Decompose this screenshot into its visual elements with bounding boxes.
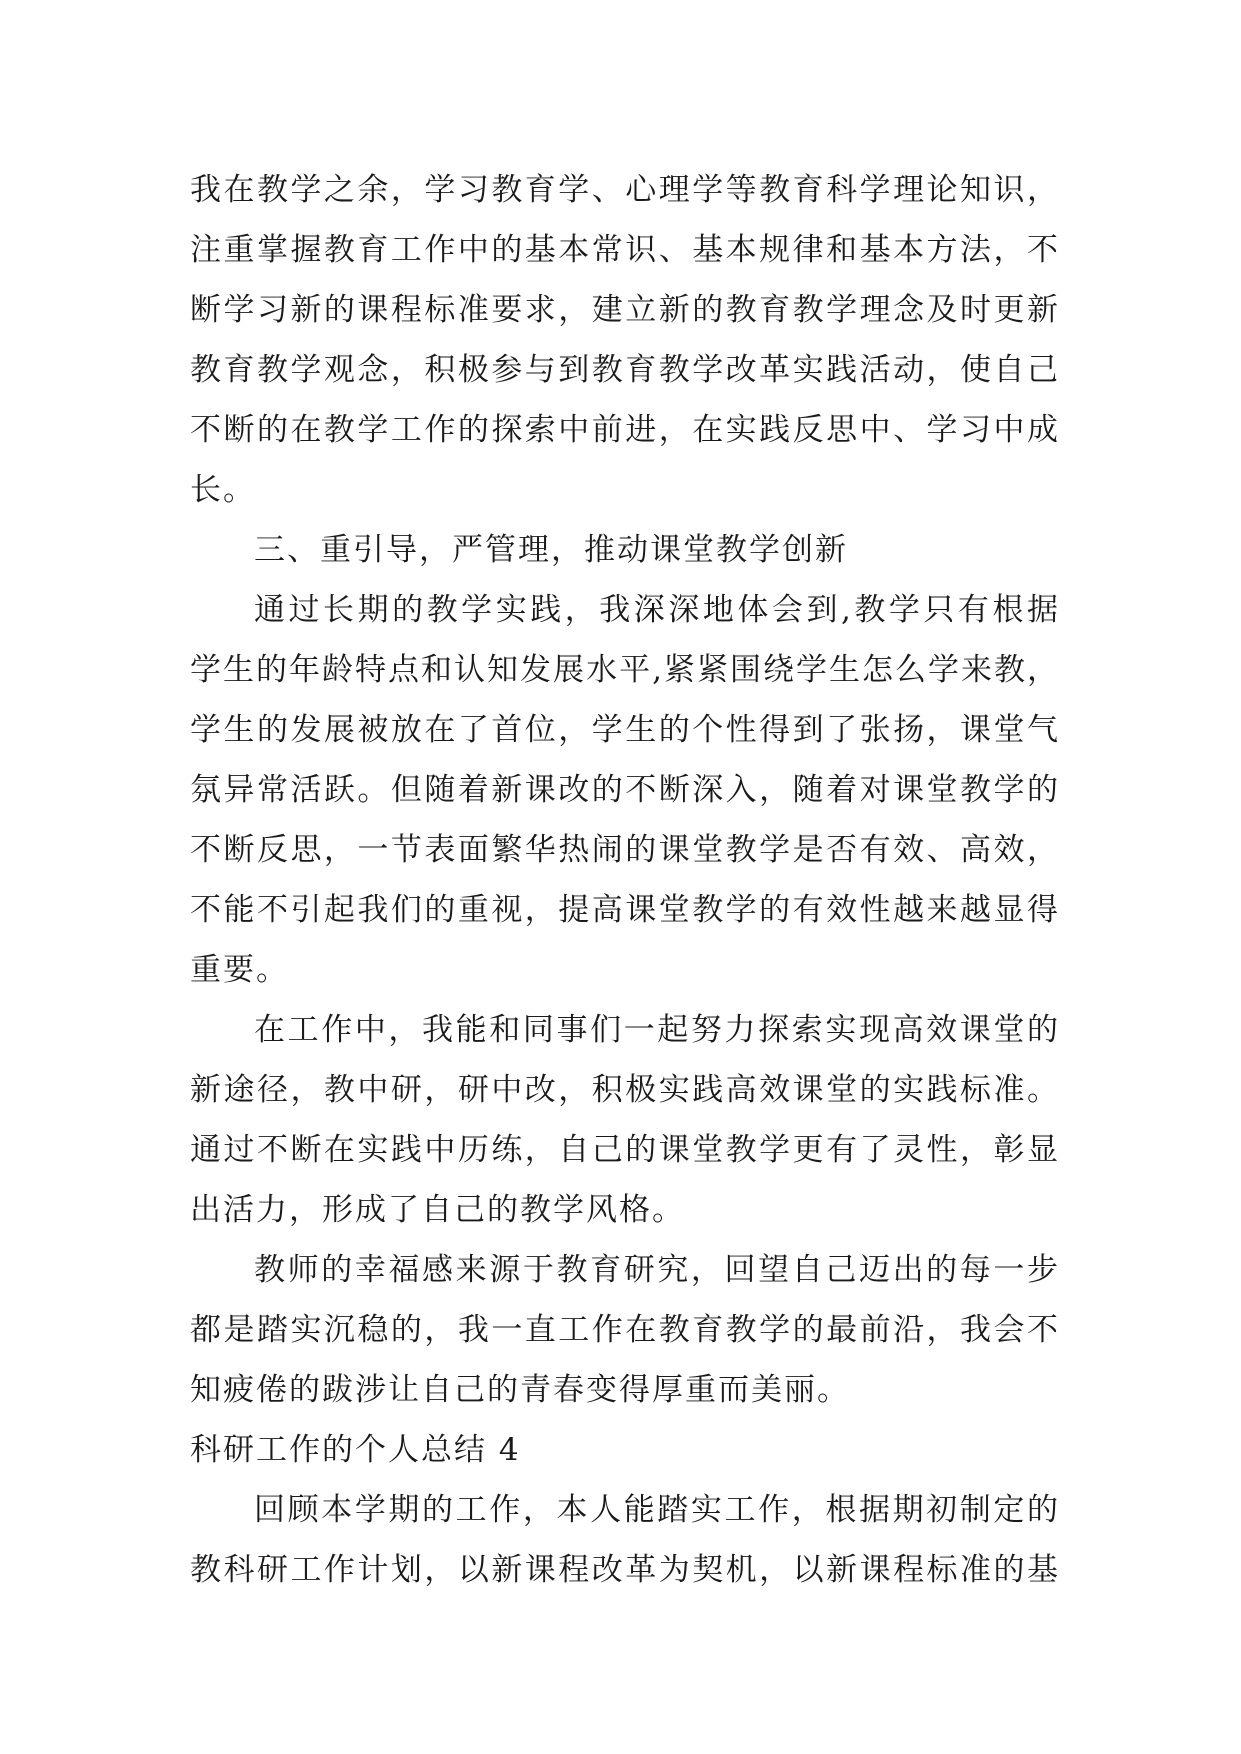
text-line: 在工作中，我能和同事们一起努力探索实现高效课堂的 xyxy=(254,1012,1060,1048)
text-line: 通过不断在实践中历练，自己的课堂教学更有了灵性，彰显 xyxy=(190,1132,1060,1168)
text-line: 教科研工作计划，以新课程改革为契机，以新课程标准的基 xyxy=(190,1552,1060,1588)
text-line: 都是踏实沉稳的，我一直工作在教育教学的最前沿，我会不 xyxy=(190,1312,1060,1348)
text-line: 断学习新的课程标准要求，建立新的教育教学理念及时更新 xyxy=(190,292,1060,328)
text-line: 新途径，教中研，研中改，积极实践高效课堂的实践标准。 xyxy=(190,1072,1060,1108)
text-line: 我在教学之余，学习教育学、心理学等教育科学理论知识， xyxy=(190,172,1060,208)
text-line: 学生的年龄特点和认知发展水平,紧紧围绕学生怎么学来教， xyxy=(190,652,1060,688)
text-line: 回顾本学期的工作，本人能踏实工作，根据期初制定的 xyxy=(254,1492,1060,1528)
text-line: 教师的幸福感来源于教育研究，回望自己迈出的每一步 xyxy=(254,1252,1060,1288)
text-line: 长。 xyxy=(190,472,256,508)
text-line: 教育教学观念，积极参与到教育教学改革实践活动，使自己 xyxy=(190,352,1060,388)
text-line: 知疲倦的跋涉让自己的青春变得厚重而美丽。 xyxy=(190,1372,850,1408)
text-line: 注重掌握教育工作中的基本常识、基本规律和基本方法，不 xyxy=(190,232,1060,268)
text-line: 不断反思，一节表面繁华热闹的课堂教学是否有效、高效， xyxy=(190,832,1060,868)
document-body xyxy=(190,160,1060,1600)
text-line: 不断的在教学工作的探索中前进，在实践反思中、学习中成 xyxy=(190,412,1060,448)
text-line: 不能不引起我们的重视，提高课堂教学的有效性越来越显得 xyxy=(190,892,1060,928)
text-line: 学生的发展被放在了首位，学生的个性得到了张扬，课堂气 xyxy=(190,712,1060,748)
text-line: 通过长期的教学实践，我深深地体会到,教学只有根据 xyxy=(254,592,1060,628)
text-line: 氛异常活跃。但随着新课改的不断深入，随着对课堂教学的 xyxy=(190,772,1060,808)
section-heading: 三、重引导，严管理，推动课堂教学创新 xyxy=(254,532,848,568)
text-line: 重要。 xyxy=(190,952,289,988)
section-title: 科研工作的个人总结 4 xyxy=(190,1432,521,1468)
text-line: 出活力，形成了自己的教学风格。 xyxy=(190,1192,685,1228)
